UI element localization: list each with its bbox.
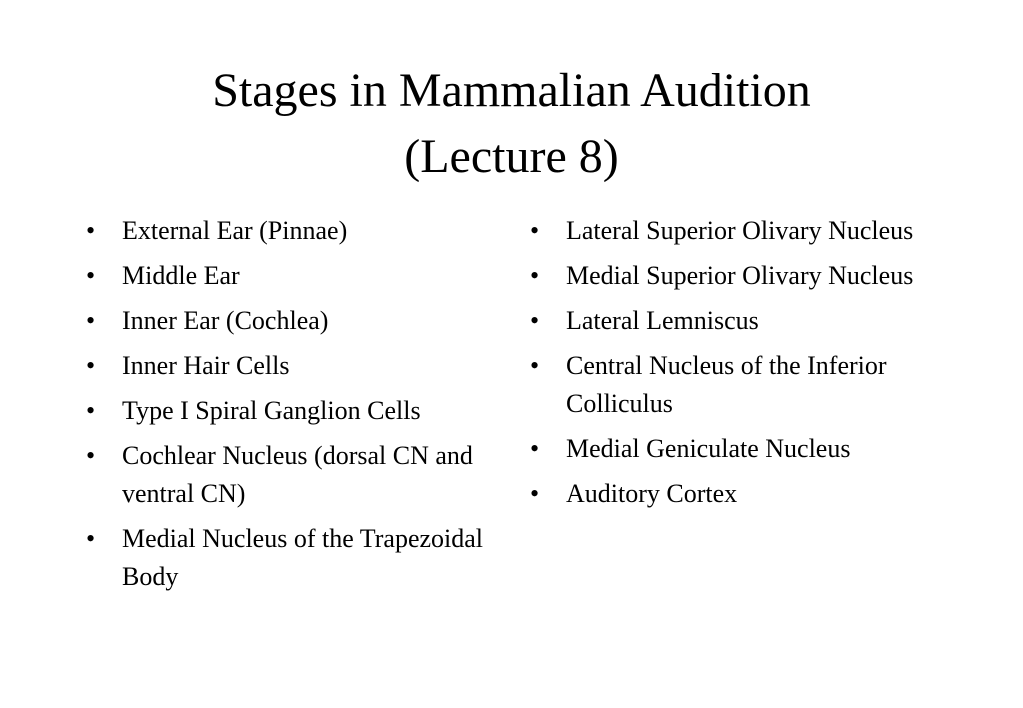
bullet-icon: • — [530, 306, 540, 335]
list-item — [530, 302, 950, 340]
list-item — [530, 347, 950, 423]
title-line-2: (Lecture 8) — [404, 130, 619, 183]
bullet-icon: • — [530, 261, 540, 290]
slide-title — [0, 58, 1023, 190]
list-item — [86, 437, 506, 513]
list-item — [86, 257, 506, 295]
list-item-text: Inner Hair Cells — [122, 351, 290, 380]
list-item-text: Medial Superior Olivary Nucleus — [566, 261, 914, 290]
list-item-text: Medial Nucleus of the Trapezoidal Body — [122, 524, 484, 591]
list-item — [530, 475, 950, 513]
bullet-icon: • — [530, 351, 540, 380]
list-item-text: Medial Geniculate Nucleus — [566, 434, 851, 463]
bullet-icon: • — [86, 396, 96, 425]
right-bullet-list — [530, 212, 950, 520]
list-item — [530, 212, 950, 250]
list-item-text: Inner Ear (Cochlea) — [122, 306, 329, 335]
list-item — [86, 212, 506, 250]
list-item-text: Central Nucleus of the Inferior Colliculus — [566, 351, 887, 418]
list-item-text: Lateral Superior Olivary Nucleus — [566, 216, 914, 245]
list-item — [86, 302, 506, 340]
list-item-text: Auditory Cortex — [566, 479, 738, 508]
list-item — [530, 430, 950, 468]
list-item-text: Lateral Lemniscus — [566, 306, 759, 335]
bullet-icon: • — [86, 351, 96, 380]
title-line-1: Stages in Mammalian Audition — [212, 64, 811, 117]
bullet-icon: • — [86, 306, 96, 335]
list-item-text: Cochlear Nucleus (dorsal CN and ventral CN) — [122, 441, 473, 508]
list-item — [86, 520, 506, 596]
bullet-icon: • — [530, 434, 540, 463]
bullet-icon: • — [86, 261, 96, 290]
list-item-text: Middle Ear — [122, 261, 240, 290]
bullet-icon: • — [86, 524, 96, 553]
left-bullet-list — [86, 212, 506, 603]
bullet-icon: • — [530, 216, 540, 245]
bullet-icon: • — [86, 441, 96, 470]
list-item — [530, 257, 950, 295]
bullet-icon: • — [86, 216, 96, 245]
list-item — [86, 392, 506, 430]
list-item-text: External Ear (Pinnae) — [122, 216, 348, 245]
bullet-icon: • — [530, 479, 540, 508]
list-item — [86, 347, 506, 385]
list-item-text: Type I Spiral Ganglion Cells — [122, 396, 421, 425]
